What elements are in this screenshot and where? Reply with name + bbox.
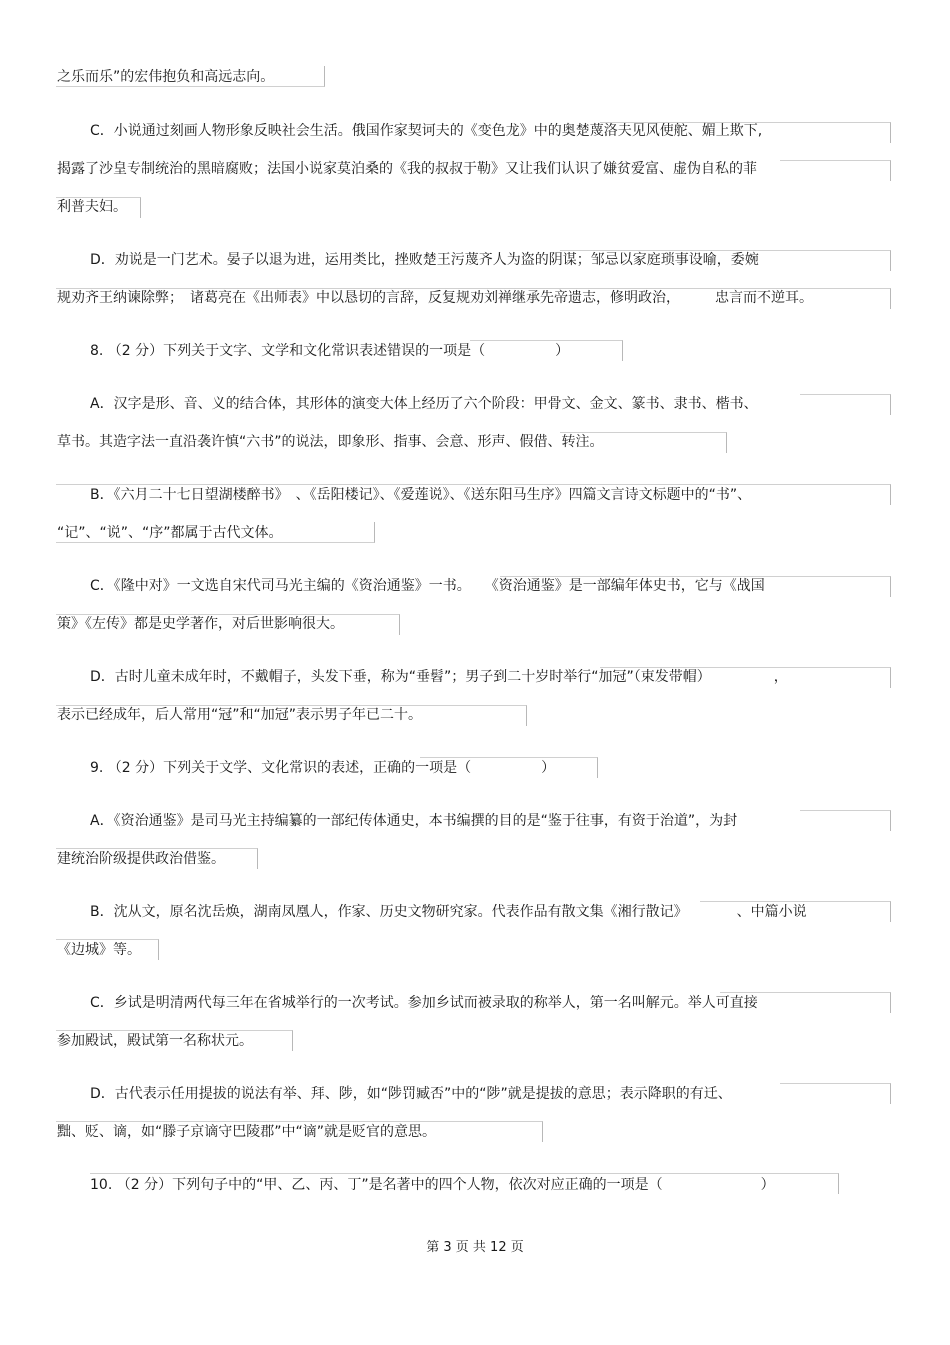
q9-option-d-line-1: D．古代表示任用提拔的说法有举、拜、陟，如“陟罚臧否”中的“陟”就是提拔的意思；表示降职的有迁、 xyxy=(90,1086,732,1102)
question-9: 9. （2 分）下列关于文学、文化常识的表述，正确的一项是（ ） xyxy=(90,760,556,776)
q9-option-b-line-1: B．沈从文，原名沈岳焕，湖南凤凰人，作家、历史文物研究家。代表作品有散文集《湘行散记》 、中篇小说 xyxy=(90,904,807,920)
scan-box xyxy=(800,810,891,831)
q9-option-c-line-1: C．乡试是明清两代每三年在省城举行的一次考试。参加乡试而被录取的称举人，第一名叫解元。举人可直接 xyxy=(90,995,758,1011)
q8-option-c-line-2: 策》《左传》都是史学著作，对后世影响很大。 xyxy=(57,616,344,632)
q8-option-a-line-1: A．汉字是形、音、义的结合体，其形体的演变大体上经历了六个阶段：甲骨文、金文、篆书、隶书、楷书、 xyxy=(90,396,758,412)
q9-option-b-line-2: 《边城》等。 xyxy=(57,942,141,958)
option-d-line-2: 规劝齐王纳谏除弊； 诸葛亮在《出师表》中以恳切的言辞，反复规劝刘禅继承先帝遗志，修明政治， 忠言而不逆耳。 xyxy=(57,290,813,306)
q9-option-c-line-2: 参加殿试，殿试第一名称状元。 xyxy=(57,1033,253,1049)
scan-box xyxy=(780,1083,891,1104)
option-c-line-3: 利普夫妇。 xyxy=(57,199,127,215)
option-c-line-1: C．小说通过刻画人物形象反映社会生活。俄国作家契诃夫的《变色龙》中的奥楚蔑洛夫见风使舵、媚上欺下, xyxy=(90,123,763,139)
option-c-line-2: 揭露了沙皇专制统治的黑暗腐败；法国小说家莫泊桑的《我的叔叔于勒》又让我们认识了嫌贫爱富、虚伪自私的菲 xyxy=(57,161,757,177)
q8-option-d-line-2: 表示已经成年，后人常用“冠”和“加冠”表示男子年已二十。 xyxy=(57,707,423,723)
question-8: 8. （2 分）下列关于文字、文学和文化常识表述错误的一项是（ ） xyxy=(90,343,570,359)
text-line: 之乐而乐”的宏伟抱负和高远志向。 xyxy=(57,69,275,85)
q8-option-a-line-2: 草书。其造字法一直沿袭许慎“六书”的说法，即象形、指事、会意、形声、假借、转注。 xyxy=(57,434,604,450)
q8-option-b-line-2: “记”、“说”、“序”都属于古代文体。 xyxy=(57,525,283,541)
option-d-line-1: D．劝说是一门艺术。晏子以退为进，运用类比，挫败楚王污蔑齐人为盗的阴谋；邹忌以家庭琐事设喻，委婉 xyxy=(90,252,759,268)
q9-option-d-line-2: 黜、贬、谪，如“滕子京谪守巴陵郡”中“谪”就是贬官的意思。 xyxy=(57,1124,437,1140)
page-footer: 第 3 页 共 12 页 xyxy=(426,1240,524,1255)
scan-box xyxy=(800,394,891,415)
q9-option-a-line-2: 建统治阶级提供政治借鉴。 xyxy=(57,851,225,867)
q9-option-a-line-1: A．《资治通鉴》是司马光主持编纂的一部纪传体通史，本书编撰的目的是“鉴于往事，有资于治道”，为封 xyxy=(90,813,738,829)
q8-option-b-line-1: B．《六月二十七日望湖楼醉书》 、《岳阳楼记》、《爱莲说》、《送东阳马生序》四篇文言诗文标题中的“书”、 xyxy=(90,487,752,503)
scan-box xyxy=(780,160,891,181)
q8-option-d-line-1: D．古时儿童未成年时，不戴帽子，头发下垂，称为“垂髫”；男子到二十岁时举行“加冠”（束发带帽） ， xyxy=(90,669,788,685)
q8-option-c-line-1: C．《隆中对》一文选自宋代司马光主编的《资治通鉴》一书。 《资治通鉴》是一部编年体史书，它与《战国 xyxy=(90,578,765,594)
question-10: 10. （2 分）下列句子中的“甲、乙、丙、丁”是名著中的四个人物，依次对应正确的一项是（ ） xyxy=(90,1177,775,1193)
